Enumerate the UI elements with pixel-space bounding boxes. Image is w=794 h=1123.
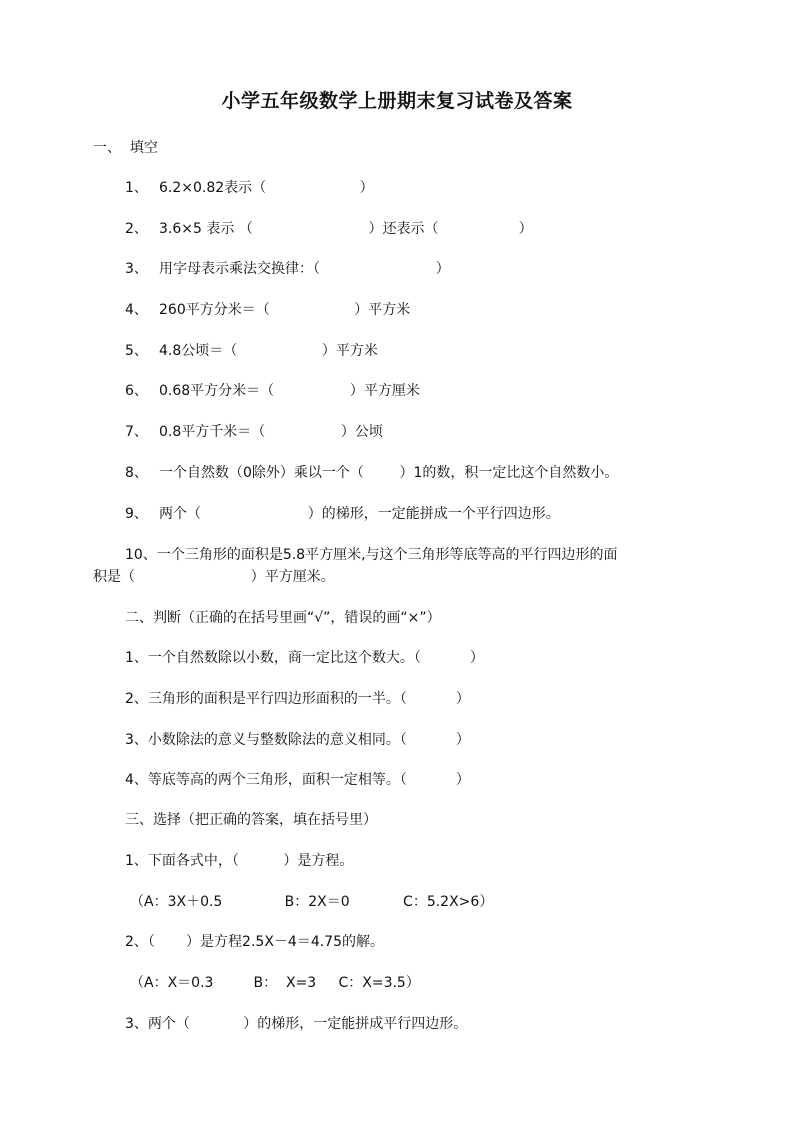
item-number: 6、 — [125, 383, 148, 399]
fill-item-6 — [125, 381, 420, 401]
section-2-heading: 二、判断（正确的在括号里画“√”，错误的画“×”） — [125, 610, 441, 626]
item-number: 7、 — [125, 424, 148, 440]
item-text: 一个自然数（0除外）乘以一个（ ）1的数，积一定比这个自然数小。 — [159, 465, 619, 481]
fill-item-9 — [125, 504, 560, 524]
fill-item-4 — [125, 300, 410, 320]
item-text: 0.68平方分米＝（ ）平方厘米 — [159, 383, 420, 399]
choice-question-2-options: （A：X＝0.3 B： X=3 C：X=3.5） — [130, 975, 420, 991]
judge-item-2: 2、三角形的面积是平行四边形面积的一半。（ ） — [125, 691, 470, 707]
item-text: 两个（ ）的梯形，一定能拼成一个平行四边形。 — [159, 506, 560, 522]
item-text: 4.8公顷＝（ ）平方米 — [159, 343, 378, 359]
fill-item-10-line-2: 积是（ ）平方厘米。 — [93, 569, 335, 585]
item-number: 9、 — [125, 506, 148, 522]
fill-item-1 — [125, 178, 374, 198]
item-number: 2、 — [125, 221, 148, 237]
page-title: 小学五年级数学上册期末复习试卷及答案 — [221, 90, 573, 112]
item-number: 5、 — [125, 343, 148, 359]
item-text: 3.6×5 表示 （ ）还表示（ ） — [159, 221, 533, 237]
section-1-heading: 一、 填空 — [93, 140, 158, 156]
section-3-heading: 三、选择（把正确的答案，填在括号里） — [125, 812, 377, 828]
choice-question-1-options: （A：3X＋0.5 B：2X＝0 C：5.2X>6） — [130, 894, 494, 910]
fill-item-5 — [125, 341, 378, 361]
choice-question-2: 2、（ ）是方程2.5X－4＝4.75的解。 — [125, 934, 384, 950]
item-text: 用字母表示乘法交换律：（ ） — [159, 261, 450, 277]
fill-item-3 — [125, 259, 450, 279]
item-number: 4、 — [125, 302, 148, 318]
judge-item-4: 4、等底等高的两个三角形，面积一定相等。（ ） — [125, 772, 470, 788]
fill-item-8 — [125, 463, 618, 483]
fill-item-7 — [125, 422, 383, 442]
item-number: 3、 — [125, 261, 148, 277]
judge-item-1: 1、一个自然数除以小数，商一定比这个数大。（ ） — [125, 650, 484, 666]
item-text: 0.8平方千米＝（ ）公顷 — [159, 424, 383, 440]
fill-item-2 — [125, 219, 533, 239]
item-number: 1、 — [125, 180, 148, 196]
fill-item-10-line-1: 10、一个三角形的面积是5.8平方厘米,与这个三角形等底等高的平行四边形的面 — [125, 547, 618, 563]
item-number: 8、 — [125, 465, 148, 481]
item-text: 260平方分米＝（ ）平方米 — [159, 302, 411, 318]
choice-question-3: 3、两个（ ）的梯形，一定能拼成平行四边形。 — [125, 1016, 468, 1032]
item-text: 6.2×0.82表示（ ） — [159, 180, 374, 196]
choice-question-1: 1、下面各式中，（ ）是方程。 — [125, 853, 354, 869]
judge-item-3: 3、小数除法的意义与整数除法的意义相同。（ ） — [125, 732, 470, 748]
